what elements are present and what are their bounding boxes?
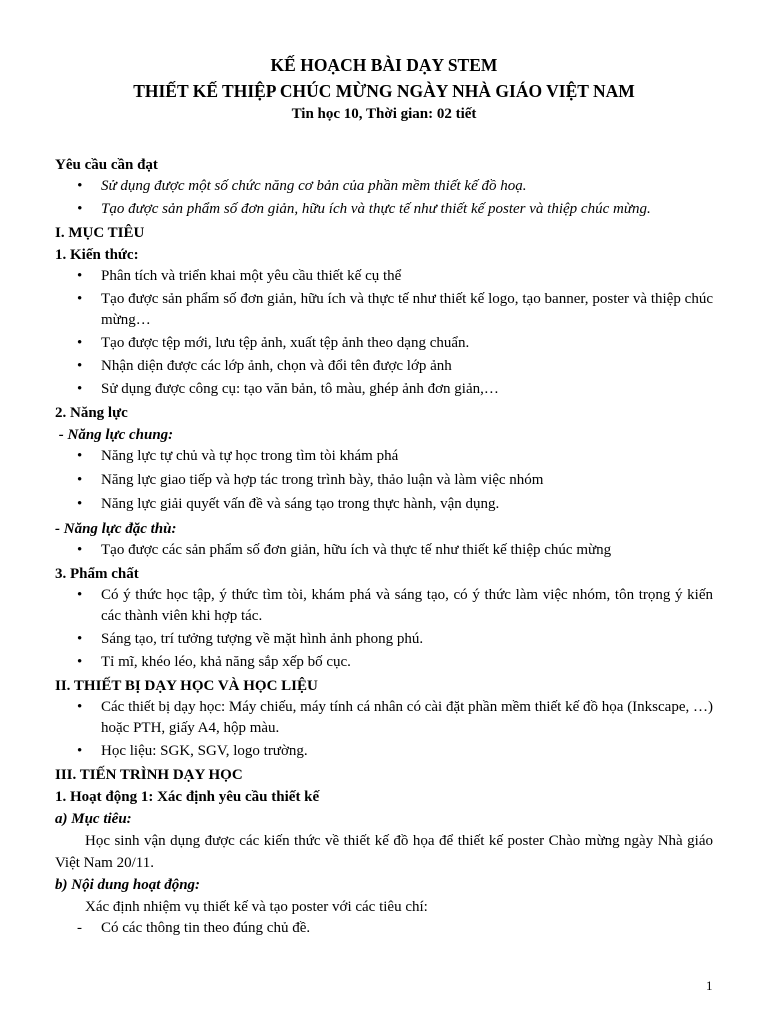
subsection-heading: 1. Kiến thức: xyxy=(55,247,139,263)
section-heading: III. TIẾN TRÌNH DẠY HỌC xyxy=(55,767,243,783)
document-title: KẾ HOẠCH BÀI DẠY STEM xyxy=(270,55,498,75)
list-item: • Học liệu: SGK, SGV, logo trường. xyxy=(55,741,713,762)
requirements-heading: Yêu cầu cần đạt xyxy=(55,157,158,173)
subsection-heading: 3. Phẩm chất xyxy=(55,566,139,582)
document-title-secondary: THIẾT KẾ THIỆP CHÚC MỪNG NGÀY NHÀ GIÁO VIỆT NAM xyxy=(133,81,635,101)
section-heading: II. THIẾT BỊ DẠY HỌC VÀ HỌC LIỆU xyxy=(55,678,318,694)
document-page xyxy=(55,52,713,941)
list-item: - Có các thông tin theo đúng chủ đề. xyxy=(55,918,713,939)
list-item: • Nhận diện được các lớp ảnh, chọn và đổi tên được lớp ảnh xyxy=(55,356,713,377)
list-item: • Sáng tạo, trí tưởng tượng về mặt hình ảnh phong phú. xyxy=(55,629,713,650)
list-item: • Sử dụng được một số chức năng cơ bản của phần mềm thiết kế đồ hoạ. xyxy=(55,176,713,197)
list-item: • Năng lực giao tiếp và hợp tác trong trình bày, thảo luận và làm việc nhóm xyxy=(55,470,713,491)
section-heading: I. MỤC TIÊU xyxy=(55,225,145,241)
qualities-list xyxy=(55,585,713,673)
list-item: • Tạo được tệp mới, lưu tệp ảnh, xuất tệp ảnh theo dạng chuẩn. xyxy=(55,333,713,354)
general-competence-list xyxy=(55,446,713,515)
list-item: • Tỉ mĩ, khéo léo, khả năng sắp xếp bố cục. xyxy=(55,652,713,673)
page-number: 1 xyxy=(706,978,713,993)
document-subtitle: Tin học 10, Thời gian: 02 tiết xyxy=(291,106,477,122)
list-item: • Tạo được sản phẩm số đơn giản, hữu ích và thực tế như thiết kế logo, tạo banner, poster và thiệp chúc mừng… xyxy=(55,289,713,331)
list-item: • Phân tích và triển khai một yêu cầu thiết kế cụ thể xyxy=(55,266,713,287)
list-item: • Sử dụng được công cụ: tạo văn bản, tô màu, ghép ảnh đơn giản,… xyxy=(55,379,713,400)
list-item: • Tạo được sản phẩm số đơn giản, hữu ích và thực tế như thiết kế poster và thiệp chúc mừng. xyxy=(55,199,713,220)
equipment-list xyxy=(55,697,713,762)
content-paragraph: Xác định nhiệm vụ thiết kế và tạo poster với các tiêu chí: xyxy=(85,899,428,915)
content-heading: b) Nội dung hoạt động: xyxy=(55,877,201,893)
goal-paragraph: Học sinh vận dụng được các kiến thức về thiết kế đồ họa để thiết kế poster Chào mừng ngày Nhà giáo Việt Nam 20/11. xyxy=(55,833,713,871)
requirements-list xyxy=(55,176,713,220)
subsection-heading: 2. Năng lực xyxy=(55,405,128,421)
specific-competence-heading: - Năng lực đặc thù: xyxy=(55,521,177,537)
list-item: • Năng lực giải quyết vấn đề và sáng tạo trong thực hành, vận dụng. xyxy=(55,494,713,515)
goal-heading: a) Mục tiêu: xyxy=(55,811,132,827)
list-item: • Năng lực tự chủ và tự học trong tìm tòi khám phá xyxy=(55,446,713,467)
specific-competence-list xyxy=(55,540,713,561)
activity-heading: 1. Hoạt động 1: Xác định yêu cầu thiết kế xyxy=(55,789,320,805)
criteria-list xyxy=(55,918,713,939)
list-item: • Có ý thức học tập, ý thức tìm tòi, khám phá và sáng tạo, có ý thức làm việc nhóm, tôn trọng ý kiến các thành viên khi hợp tác. xyxy=(55,585,713,627)
list-item: • Các thiết bị dạy học: Máy chiếu, máy tính cá nhân có cài đặt phần mềm thiết kế đồ họa (Inkscape, …) hoặc PTH, giấy A4, hộp màu. xyxy=(55,697,713,739)
list-item: • Tạo được các sản phẩm số đơn giản, hữu ích và thực tế như thiết kế thiệp chúc mừng xyxy=(55,540,713,561)
knowledge-list xyxy=(55,266,713,400)
general-competence-heading: - Năng lực chung: xyxy=(55,427,174,443)
